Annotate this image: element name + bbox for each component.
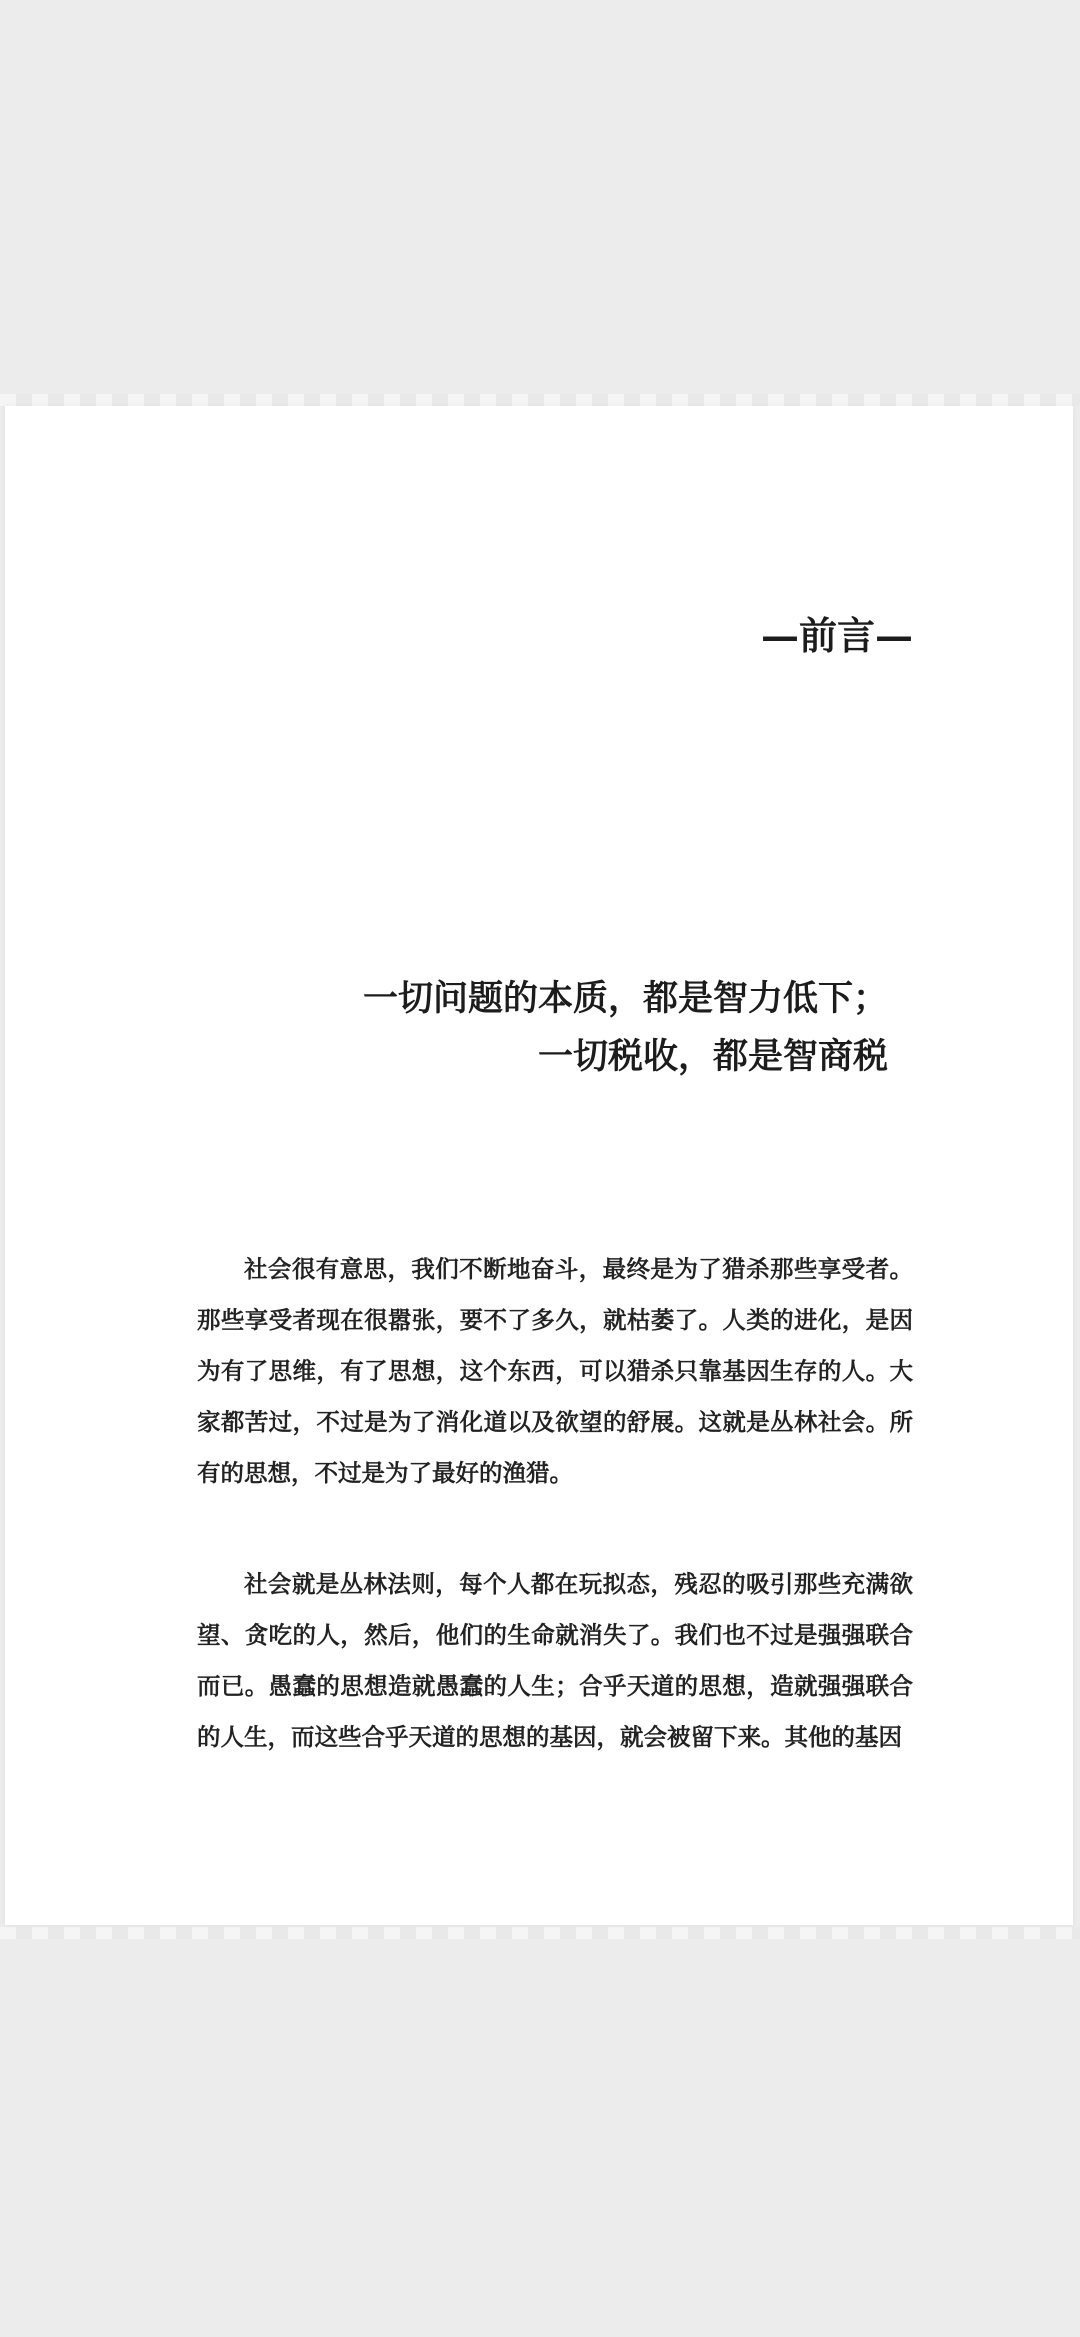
page-edge-texture-bottom bbox=[0, 1927, 1080, 1939]
chapter-title bbox=[5, 970, 888, 1086]
paragraph: 社会就是丛林法则，每个人都在玩拟态，残忍的吸引那些充满欲望、贪吃的人，然后，他们的生命就消失了。我们也不过是强强联合而已。愚蠢的思想造就愚蠢的人生；合乎天道的思想，造就强强联合的人生，而这些合乎天道的思想的基因，就会被留下来。其他的基因 bbox=[197, 1570, 913, 1751]
page-edge-texture-top bbox=[0, 394, 1080, 406]
paragraph: 社会很有意思，我们不断地奋斗，最终是为了猎杀那些享受者。那些享受者现在很嚣张，要不了多久，就枯萎了。人类的进化，是因为有了思维，有了思想，这个东西，可以猎杀只靠基因生存的人。大家都苦过，不过是为了消化道以及欲望的舒展。这就是丛林社会。所有的思想，不过是为了最好的渔猎。 bbox=[197, 1255, 913, 1487]
section-heading: —前言— bbox=[760, 613, 913, 658]
chapter-title-line1: 一切问题的本质，都是智力低下； bbox=[362, 978, 888, 1019]
body-text bbox=[197, 1244, 913, 1763]
chapter-title-line2: 一切税收，都是智商税 bbox=[537, 1036, 888, 1077]
reading-page[interactable] bbox=[5, 406, 1073, 1925]
